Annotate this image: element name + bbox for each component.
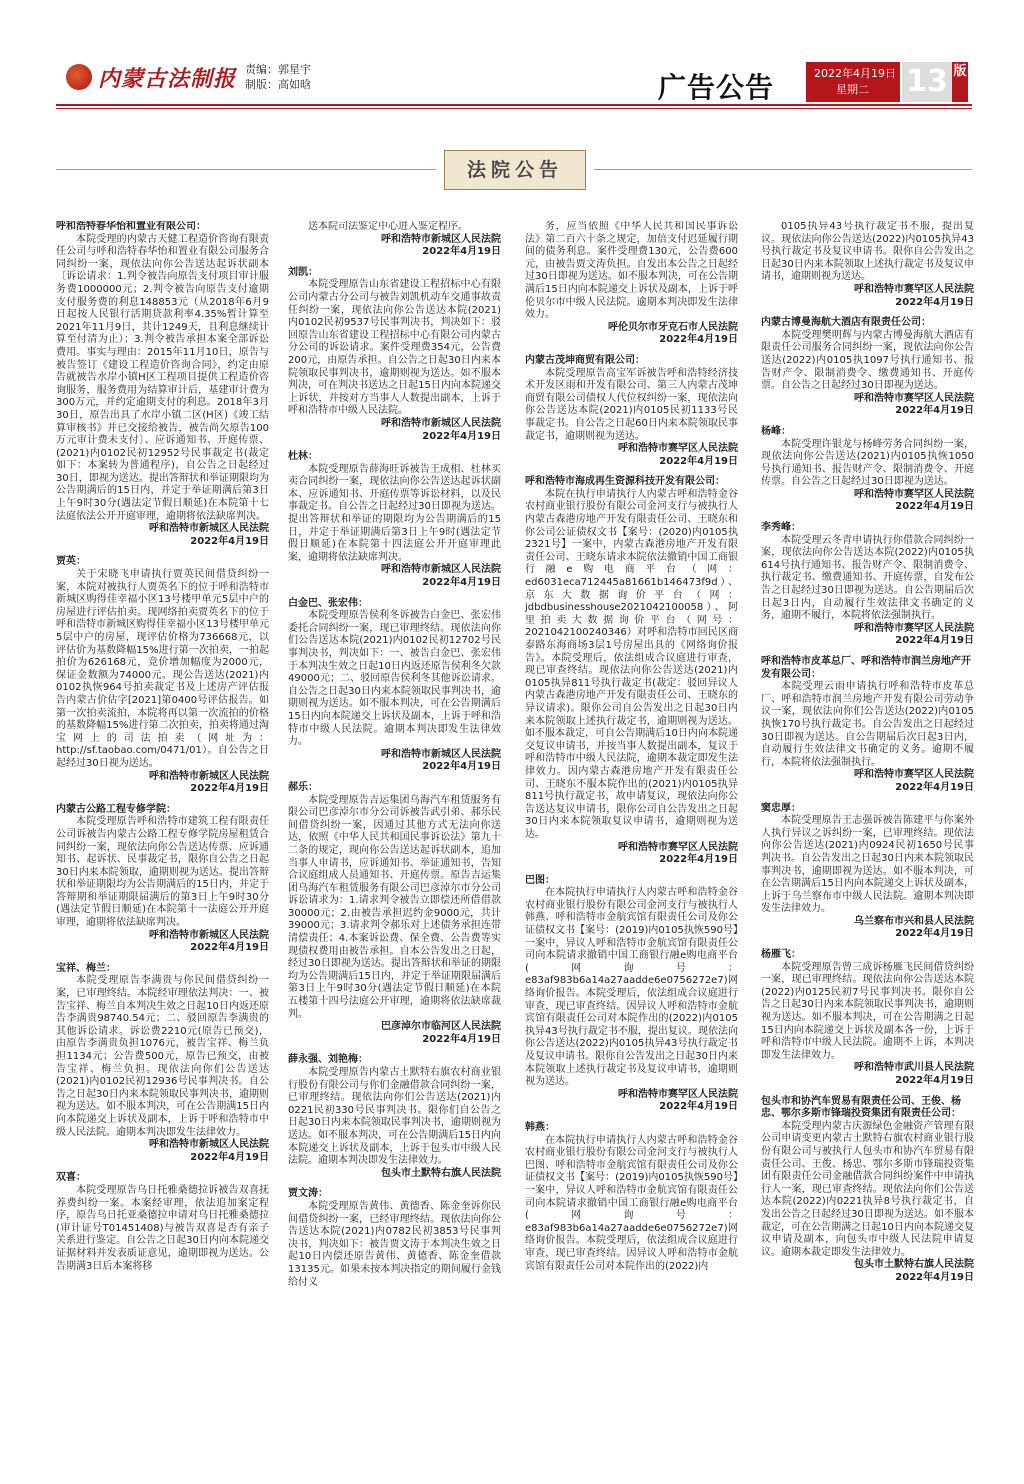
- court-notice: [288, 598, 501, 774]
- notice-addressee: 内蒙古茂坤商贸有限公司：: [525, 354, 645, 366]
- page-suffix: 版: [952, 62, 968, 102]
- notice-addressee: 呼和浩特春华怡和置业有限公司：: [56, 221, 206, 232]
- notice-body: 本院受理的内蒙古天健工程造价咨询有限责任公司与呼和浩特春华怡和置业有限公司服务合同纠纷一案，现依法向你公告送达起诉状副本〔诉讼请求：1.判令被告向原告支付项目审计服务费1000000元；2.判令被告向原告支付逾期支付服务费的利息148853元（从2018年6月9日起按人民银行活期贷款利率4.35%暂计算至2021年11月9日，共计1249天，且利息继续计算至付清为止）；3.判令被告承担本案全部诉讼费用。事实与理由：2015年11月10日，原告与被告签订《建设工程造价咨询合同》，约定由原告就被告水岸小镇H区工程项目提供工程造价咨询服务，服务费用为结算审计后，基建审计费为300万元，并约定逾期支付的利息。2018年3月30日，原告出具了水岸小镇二区(H区)《竣工结算审核书》并已交接给被告，被告尚欠原告100万元审计费未支付〕、应诉通知书、开庭传票、(2021)内0102民初12952号民事裁定书(裁定如下：本案转为普通程序)，自公告之日起经过30日，即视为送达。提出答辩状和举证期限均为公告期满后的15日内，并定于举证期满后第3日上午9时30分(遇法定节假日顺延)在本院第十七法庭依法公开开庭审理，逾期将依法缺席判决。: [56, 233, 269, 522]
- page-number: 13: [902, 62, 952, 102]
- notice-court: 呼和浩特市赛罕区人民法院: [618, 841, 738, 853]
- notice-date: 2022年4月19日: [895, 405, 974, 417]
- notice-body: 在本院执行申请执行人内蒙古呼和浩特金谷农村商业银行股份有限公司金河支行与被执行人巴图、呼和浩特市金航宾馆有限责任公司及你公证债权文书【案号：(2019)内0105执恢590号】一案中，异议人呼和浩特市金航宾馆有限责任公司向本院请求撤销中国工商银行融e购电商平台(网询号：e83af983b6a14a27aadde6e0756272e7)网络询价报告。本院受理后，依法组成合议庭进行审查，现已审查终结。因异议人呼和浩特市金航宾馆有限责任公司对本院作出的(2022)内: [525, 1134, 738, 1272]
- notice-body: 本院受理原告王志强诉被告陈建平与你案外人执行异议之诉纠纷一案，已审理终结。现依法向你公告送达(2021)内0924民初1650号民事判决书。自公告发出之日起30日内来本院领取民事判决书，逾期即视为送达。如不服本判决，可在公告期满后15日内向本院递交上诉状及副本，上诉于乌兰察布市中级人民法院。逾期本判决即发生法律效力。: [761, 815, 974, 915]
- notice-court: 呼和浩特市赛罕区人民法院: [854, 392, 974, 404]
- notice-court: 呼和浩特市赛罕区人民法院: [854, 769, 974, 781]
- notice-date: 2022年4月19日: [895, 1271, 974, 1283]
- issue-date-box: [806, 62, 900, 102]
- notice-date: 2022年4月19日: [659, 854, 738, 866]
- notice-court: 呼和浩特市赛罕区人民法院: [854, 488, 974, 500]
- banner-line-left: [56, 169, 436, 170]
- banner-line-right: [594, 169, 972, 170]
- court-notice: [761, 426, 974, 514]
- notice-court: 呼和浩特市赛罕区人民法院: [854, 622, 974, 634]
- court-notice: [525, 355, 738, 468]
- notice-body: 本院受理原告薛海旺诉被告王成相、杜林买卖合同纠纷一案，现依法向你公告送达起诉状副本、应诉通知书、开庭传票等诉讼材料，以及民事裁定书。自公告之日起经过30日即视为送达。提出答辩状和举证的期限均为公告期满后的15日，并定于举证期满后第3日上午9时(遇法定节假日顺延)在本院第十四法庭公开开庭审理此案，逾期将依法缺席判决。: [288, 463, 501, 563]
- notice-addressee: 贾文涛：: [288, 1188, 328, 1200]
- notice-addressee: 韩燕：: [525, 1121, 555, 1133]
- court-notice: [288, 267, 501, 443]
- notice-body: 本院受理许银龙与杨峰劳务合同纠纷一案，现依法向你公告送达(2021)内0105执恢1050号执行通知书、报告财产令、限制消费令、开庭传票。自公告之日起经过30日即视为送达。: [761, 438, 974, 488]
- court-notice: [761, 522, 974, 648]
- notice-court: 呼和浩特市新城区人民法院: [149, 770, 269, 782]
- notice-body: 本院受理原告呼和浩特市建筑工程有限责任公司诉被告内蒙古公路工程专修学院房屋租赁合同纠纷一案，现依法向你公告送达传票、应诉通知书、起诉状、民事裁定书，限你自公告之日起30日内来本院领取，逾期则视为送达。提出答辩状和举证期限均为公告期满后的15日内，并定于答辩期和举证期限届满后的第3日上午9时30分(遇法定节假日顺延)在本院第十一法庭公开开庭审理，逾期将依法缺席判决。: [56, 816, 269, 929]
- notice-court: 呼和浩特市新城区人民法院: [149, 523, 269, 535]
- court-notice: [761, 1096, 974, 1285]
- notice-body: 本院受理云雨申请执行呼和浩特市皮革总厂、呼和浩特市润兰房地产开发有限公司劳动争议一案，现依法向你们公告送达(2022)内0105执恢170号执行裁定书。自公告发出之日起经过30日即视为送达。自公告期届后次日起3日内，自动履行生效法律文书确定的义务。逾期不履行，本院将依法强制执行。: [761, 681, 974, 768]
- notice-date: 2022年4月19日: [659, 1101, 738, 1113]
- notice-court: 呼伦贝尔市牙克石市人民法院: [608, 321, 738, 333]
- editor-credits: [245, 62, 311, 92]
- court-notice: [288, 221, 501, 259]
- notice-date: 2022年4月19日: [659, 455, 738, 467]
- notice-body: 务，应当依照《中华人民共和国民事诉讼法》第二百六十条之规定，加倍支付迟延履行期间的债务利息。案件受理费130元，公告费600元，由被告贾文涛负担。自发出本公告之日起经过30日即视为送达。如不服本判决，可在公告期满后15日内向本院递交上诉状及副本，上诉于呼伦贝尔市中级人民法院。逾期本判决即发生法律效力。: [525, 221, 738, 321]
- notice-body: 本院受理原告高宝军诉被告呼和浩特经济技术开发区雨和开发有限公司、第三人内蒙古茂坤商贸有限公司债权人代位权纠纷一案，现依法向你公告送达本院(2021)内0105民初1133号民事裁定书。自公告之日起60日内来本院领取民事裁定书，逾期则视为送达。: [525, 367, 738, 442]
- notice-date: 2022年4月19日: [895, 928, 974, 940]
- notice-court: 呼和浩特市新城区人民法院: [381, 564, 501, 576]
- notice-body: 在本院执行申请执行人内蒙古呼和浩特金谷农村商业银行股份有限公司金河支行与被执行人韩燕、呼和浩特市金航宾馆有限责任公司及你公证债权文书【案号：(2019)内0105执恢590号】一案中，异议人呼和浩特市金航宾馆有限责任公司向本院请求撤销中国工商银行融e购电商平台(网询号：e83af983b6a14a27aadde6e0756272e7)网络询价报告。本院受理后，依法组成合议庭进行审查，现已审查终结。因异议人呼和浩特市金航宾馆有限责任公司对本院作出的(2022)内0105执异43号执行裁定书不服，提出复议。现依法向你公告送达(2022)内0105执异43号执行裁定书及复议申请书。限你自公告发出之日起30日内来本院领取上述执行裁定书及复议申请书，逾期则视为送达。: [525, 887, 738, 1088]
- notice-body: 本院受理原告乌日托雅桑德拉诉被告双喜抚养费纠纷一案。本案经审理，依法追加案定程序，原告乌日托亚桑德拉申请对乌日托雅桑德拉(审计证号T01451408)与被告双喜是否有亲子关系进行鉴定。自公告之日起30日内向本院递交证据材料并发表质证意见，逾期即视为送达。公告期满3日后本案将移: [56, 1184, 269, 1272]
- notice-body: 本院受理原告李满贵与你民间借贷纠纷一案，已审理终结。本院经审理依法判决：一、被告宝祥、梅兰自本判决生效之日起10日内返还原告李满贵98740.54元；二、驳回原告李满贵的其他诉讼请求。诉讼费2210元(原告已预交)，由原告李满贵负担1076元，被告宝祥、梅兰负担1134元；公告费500元，原告已预交，由被告宝祥、梅兰负担。现依法向你们公告送达(2021)内0102民初12936号民事判决书。自公告之日起30日内来本院领取民事判决书，逾期则视为送达。如不服本判决，可在公告期满15日内向本院递交上诉状及副本，上诉于呼和浩特市中级人民法院。逾期本判决即发生法律效力。: [56, 975, 269, 1138]
- newspaper-logo: [66, 62, 236, 92]
- notice-body: 本院受理原告山东省建设工程招标中心有限公司内蒙古分公司与被告刘凯机动车交通事故责任纠纷一案，现依法向你公告送达本院(2021)内0102民初9537号民事判决书，判决如下：驳回原告山东省建设工程招标中心有限公司内蒙古分公司的诉讼请求。案件受理费354元，公告费200元，由原告承担。自公告之日起30日内来本院领取民事判决书，逾期则视为送达。如不服本判决，可在判决书送达之日起15日内向本院递交上诉状，并按对方当事人人数提出副本，上诉于呼和浩特市中级人民法院。: [288, 279, 501, 417]
- section-banner: 法院公告: [444, 150, 586, 190]
- court-notice: [525, 1122, 738, 1273]
- notice-addressee: 白金巴、张宏伟：: [288, 597, 368, 609]
- header-rule-thin: [56, 108, 972, 109]
- notice-court: 呼和浩特市赛罕区人民法院: [618, 1088, 738, 1100]
- court-notice: [761, 656, 974, 795]
- notice-date: 2022年4月19日: [190, 783, 269, 795]
- notice-body: 本院受理原告黄伟、黄德香、陈金奎诉你民间借贷纠纷一案，已经审理终结。现依法向你公告送达本院(2021)内0782民初3853号民事判决书，判决如下：被告贾文涛于本判决生效之日起10日内偿还原告黄伟、黄德香、陈金奎借款13135元。如果未按本判决指定的期间履行金钱给付义: [288, 1200, 501, 1288]
- notice-date: 2022年4月19日: [190, 535, 269, 547]
- court-notice: [56, 556, 269, 795]
- notice-date: 2022年4月19日: [895, 296, 974, 308]
- logo-text: 内蒙古法制报: [98, 66, 237, 92]
- logo-emblem-icon: [66, 64, 92, 90]
- notice-body: 本院受理原告内蒙古土默特右旗农村商业银行股份有限公司与你们金融借款合同纠纷一案，已审理终结。现依法向你们公告送达(2021)内0221民初330号民事判决书。限你们自公告之日起30日内来本院领取民事判决书，逾期则视为送达。如不服本判决，可在公告期满后15日内向本院递交上诉状及副本，上诉于包头市中级人民法院。逾期本判决即发生法律效力。: [288, 1067, 501, 1167]
- notice-addressee: 李秀峰：: [761, 522, 801, 534]
- designer-label: 制版：高如晗: [245, 78, 311, 91]
- notice-body: 本院在执行申请执行人内蒙古呼和浩特金谷农村商业银行股份有限公司金河支行与被执行人内蒙古森港房地产开发有限责任公司、王晓东和你公司公证债权文书【案号：(2020)内0105执2321号】一案中，内蒙古森港房地产开发有限责任公司、王晓东请求本院依法撤销中国工商银行融e购电商平台（网：ed6031eca712445a81661b146473f9d）、京东大数据询价平台（网：jdbdbusinesshouse2021042100058）、阿里拍卖大数据询价平台（网号：2021042100240346）对呼和浩特市回民区商泰路东海商场3层1号房屋出具的《网络询价报告》。本院受理后，依法组成合议庭进行审查，现已审查终结。现依法向你公告送达(2021)内0105执异811号执行裁定书(裁定：驳回异议人内蒙古森港房地产开发有限责任公司、王晓东的异议请求)。限你公司自公告发出之日起30日内来本院领取上述执行裁定书，逾期则视为送达。如不服本裁定，可自公告期满后10日内向本院递交复议申请书，并按当事人数提出副本，复议于呼和浩特市中级人民法院，逾期本裁定即发生法律效力。因内蒙古森港房地产开发有限责任公司、王晓东不服本院作出的(2021)内0105执异811号执行裁定书，故申请复议，现依法向你公告送达复议申请书，限你公司自公告发出之日起30日内来本院领取复议申请书，逾期则视为送达。: [525, 488, 738, 840]
- notice-body: 本院受理内蒙古庆源绿色金融资产管理有限公司申请变更内蒙古土默特右旗农村商业银行股份有限公司与被执行人包头市和协汽车贸易有限责任公司、王俊、杨忠、鄂尔多斯市锋瑞投资集团有限责任公司金融借款合同纠纷案件中申请执行人一案，现已审查终结。现依法向你们公告送达本院(2022)内0221执异8号执行裁定书，自发出公告之日起经过30日即视为送达。如不服本裁定，可在公告期满之日起10日内向本院递交复议申请及副本，向包头市中级人民法院申请复议。逾期本裁定即发生法律效力。: [761, 1120, 974, 1258]
- notice-court: 巴彦淖尔市临河区人民法院: [381, 1021, 501, 1033]
- court-notice: [761, 803, 974, 942]
- notice-addressee: 杜林：: [288, 451, 318, 463]
- notice-court: 包头市土默特右旗人民法院: [381, 1167, 501, 1179]
- notice-body: 本院受理原告曾三成诉杨雁飞民间借贷纠纷一案，现已审理终结。现依法向你公告送达本院(2022)内0125民初7号民事判决书。限你自公告之日起30日内来本院领取民事判决书，逾期则视为送达。如不服本判决，可在公告期满之日起15日内向本院递交上诉状及副本各一份，上诉于呼和浩特市中级人民法院。逾期不上诉，本判决即发生法律效力。: [761, 961, 974, 1061]
- notice-court: 呼和浩特市赛罕区人民法院: [854, 283, 974, 295]
- column-3: [525, 221, 738, 1476]
- notice-date: 2022年4月19日: [422, 761, 501, 773]
- notice-court: 呼和浩特市新城区人民法院: [381, 748, 501, 760]
- notice-court: 乌兰察布市兴和县人民法院: [854, 915, 974, 927]
- notice-court: 呼和浩特市新城区人民法院: [149, 929, 269, 941]
- header-rule: [56, 104, 972, 106]
- notice-body: 本院受理云冬青申请执行你借款合同纠纷一案，现依法向你公告送达本院(2022)内0105执614号执行通知书、报告财产令、限制消费令、执行裁定书、缴费通知书、开庭传票，自发布公告之日起经过30日即视为送达。自公告期届后次日起3日内，自动履行生效法律文书确定的义务，逾期不履行，本院将依法强制执行。: [761, 534, 974, 622]
- notice-addressee: 巴图：: [525, 874, 555, 886]
- notice-court: 包头市土默特右旗人民法院: [854, 1259, 974, 1271]
- notice-addressee: 郝乐：: [288, 781, 318, 793]
- notice-body: 关于宋晓飞申请执行贾英民间借贷纠纷一案，本院对被执行人贾英名下的位于呼和浩特市新城区购得佳幸福小区13号楼甲单元5层中户的房屋进行评估拍卖。现网络拍卖贾英名下的位于呼和浩特市新城区购得佳幸福小区13号楼甲单元5层中户的房屋，现评估价格为736668元，以评估价为基数降幅15%进行第一次拍卖，一拍起拍价为626168元，竞价增加幅度为2000元，保证金数额为74000元。现公告送达(2021)内0102执恢964号拍卖裁定书及上述房产评估报告内蒙古价估字[2021]第0400号评估报告。如第一次拍卖流拍，本院将再以第一次流拍的价格的基数降幅15%进行第二次拍卖，拍卖将通过淘宝网上的司法拍卖（网址为：http://sf.taobao.com/0471/01）。自公告之日起经过30日视为送达。: [56, 569, 269, 769]
- notice-date: 2022年4月19日: [422, 430, 501, 442]
- court-notice: [525, 875, 738, 1114]
- notice-addressee: 杨峰：: [761, 425, 791, 437]
- notice-court: 呼和浩特市新城区人民法院: [381, 233, 501, 245]
- issue-weekday: 星期二: [836, 83, 869, 96]
- court-notice: [288, 451, 501, 590]
- notice-addressee: 刘凯：: [288, 266, 318, 278]
- court-notice: [761, 949, 974, 1088]
- notice-date: 2022年4月19日: [422, 246, 501, 258]
- notice-addressee: 双喜：: [56, 1172, 86, 1184]
- column-1: [56, 221, 269, 1476]
- court-notice: [288, 1054, 501, 1180]
- notice-body: 本院受理原告侯利冬诉被告白金巴、张宏伟委托合同纠纷一案，现已审理终结。现依法向你们公告送达本院(2021)内0102民初12702号民事判决书，判决如下：一、被告白金巴、张宏伟于本判决生效之日起10日内返还原告侯利冬欠款49000元；二、驳回原告侯利冬其他诉讼请求。自公告之日起30日内来本院领取民事判决书，逾期则视为送达。如不服本判决，可在公告期满后15日内向本院递交上诉状及副本，上诉于呼和浩特市中级人民法院。逾期本判决即发生法律效力。: [288, 610, 501, 748]
- notice-court: 呼和浩特市新城区人民法院: [149, 1139, 269, 1151]
- column-2: [288, 221, 501, 1476]
- notice-addressee: 呼和浩特市皮革总厂、呼和浩特市润兰房地产开发有限公司：: [761, 656, 971, 680]
- editor-label: 责编：郭星宇: [245, 63, 311, 76]
- notice-date: 2022年4月19日: [895, 1075, 974, 1086]
- court-notice: [56, 963, 269, 1165]
- notice-date: 2022年4月19日: [895, 501, 974, 513]
- notice-addressee: 薛永强、刘艳梅：: [288, 1054, 368, 1066]
- column-4: [761, 221, 974, 1476]
- notice-body: 0105执异43号执行裁定书不服，提出复议。现依法向你公告送达(2022)内0105执异43号执行裁定书及复议申请书。限你自公告发出之日起30日内来本院领取上述执行裁定书及复议申请书，逾期则视为送达。: [761, 221, 974, 283]
- notice-body: 送本院司法鉴定中心进入鉴定程序。: [308, 221, 468, 232]
- court-notice: [56, 1172, 269, 1273]
- notice-addressee: 杨雁飞：: [761, 949, 801, 961]
- notice-date: 2022年4月19日: [895, 781, 974, 793]
- issue-date: 2022年4月19日: [814, 67, 896, 80]
- notice-addressee: 内蒙古博曼海航大酒店有限责任公司：: [761, 317, 931, 329]
- notice-court: 呼和浩特市赛罕区人民法院: [618, 443, 738, 455]
- court-notice: [56, 804, 269, 955]
- notice-court: 呼和浩特市武川县人民法院: [854, 1062, 974, 1074]
- notice-court: 呼和浩特市新城区人民法院: [381, 417, 501, 429]
- notice-date: 2022年4月19日: [895, 635, 974, 647]
- notice-date: 2022年4月19日: [190, 942, 269, 954]
- notice-date: 2022年4月19日: [422, 1033, 501, 1045]
- notice-date: 2022年4月19日: [659, 334, 738, 346]
- notice-addressee: 宝祥、梅兰：: [56, 962, 116, 974]
- court-notice: [56, 221, 269, 548]
- court-notice: [288, 782, 501, 1046]
- notice-addressee: 贾英：: [56, 556, 86, 568]
- notice-body: 本院受理樊明辉与内蒙古博曼海航大酒店有限责任公司服务合同纠纷一案，现依法向你公告送达(2022)内0105执1097号执行通知书、报告财产令、限制消费令、缴费通知书、开庭传票。自公告之日起经过30日即视为送达。: [761, 329, 974, 392]
- notice-body: 本院受理原告吉运集团乌海汽车租赁服务有限公司巴彦淖尔市分公司诉被告武引弟、郝乐民间借贷纠纷一案，因通过其他方式无法向你送达，依照《中华人民共和国民事诉讼法》第九十二条的规定，现向你公告送达起诉状副本，追加当事人申请书，应诉通知书、举证通知书，告知合议庭组成人员通知书、开庭传票。原告吉运集团乌海汽车租赁服务有限公司巴彦淖尔市分公司诉讼请求为：1.请求判令被告立即偿还所借借款30000元；2.由被告承担迟约金9000元，共计39000元；3.请求判令郝乐对上述债务承担连带清偿责任；4.本案诉讼费、保全费、公告费等实现债权费用由被告承担。自本公告发出之日起，经过30日即视为送达。提出答辩状和举证的期限均为公告期满后15日内，并定于举证期限届满后第3日上午9时30分(遇法定节假日顺延)在本院五楼第十四号法庭公开审理，逾期将依法缺席裁判。: [288, 794, 501, 1020]
- court-notice: [525, 476, 738, 866]
- notice-date: 2022年4月19日: [190, 1151, 269, 1163]
- notice-addressee: 包头市和协汽车贸易有限责任公司、王俊、杨忠、鄂尔多斯市锋瑞投资集团有限责任公司：: [761, 1095, 961, 1120]
- court-notice: [761, 317, 974, 418]
- notice-date: 2022年4月19日: [422, 577, 501, 589]
- court-notice: [525, 221, 738, 347]
- court-notice: [288, 1188, 501, 1289]
- notice-addressee: 窦忠厚：: [761, 802, 801, 814]
- court-notice: [761, 221, 974, 309]
- notice-addressee: 内蒙古公路工程专修学院：: [56, 803, 176, 815]
- section-title: 广告公告: [658, 71, 775, 104]
- notice-addressee: 呼和浩特市海成再生资源科技开发有限公司：: [525, 476, 725, 488]
